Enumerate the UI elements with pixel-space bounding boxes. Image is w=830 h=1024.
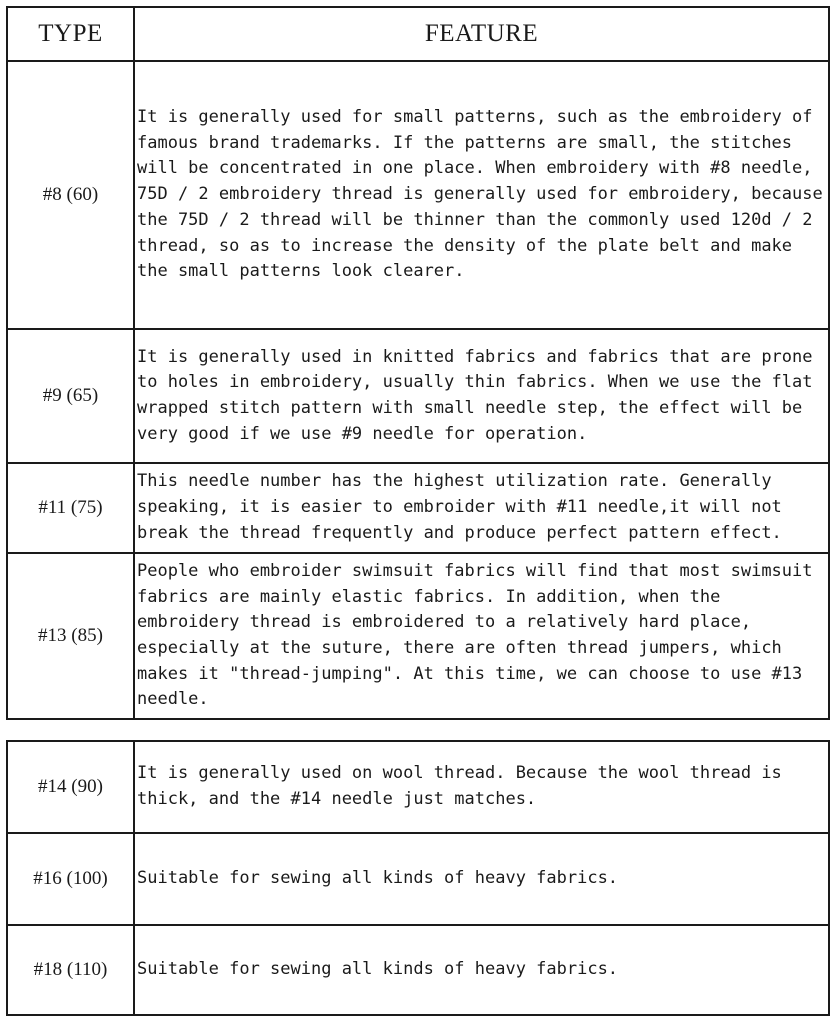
needle-type: #13 (85) <box>7 553 134 719</box>
needle-type: #16 (100) <box>7 833 134 925</box>
needle-type: #18 (110) <box>7 925 134 1015</box>
needle-feature: People who embroider swimsuit fabrics will find that most swimsuit fabrics are mainly elastic fabrics. In addition, when the embroidery thread is embroidered to a relatively hard place, especially at the suture, there are often thread jumpers, which makes it "thread-jumping". At this time, we can choose to use #13 needle. <box>134 553 829 719</box>
table-row <box>7 925 829 1015</box>
needle-type: #9 (65) <box>7 329 134 463</box>
needle-feature: Suitable for sewing all kinds of heavy fabrics. <box>134 833 829 925</box>
needle-type: #14 (90) <box>7 741 134 833</box>
table-row <box>7 61 829 329</box>
needle-feature: It is generally used on wool thread. Because the wool thread is thick, and the #14 needle just matches. <box>134 741 829 833</box>
table-row <box>7 329 829 463</box>
feature-header: FEATURE <box>134 7 829 61</box>
type-header: TYPE <box>7 7 134 61</box>
table-row <box>7 741 829 833</box>
needle-feature: It is generally used for small patterns, such as the embroidery of famous brand trademarks. If the patterns are small, the stitches will be concentrated in one place. When embroidery with #8 needle, 75D / 2 embroidery thread is generally used for embroidery, because the 75D / 2 thread will be thinner than the commonly used 120d / 2 thread, so as to increase the density of the plate belt and make the small patterns look clearer. <box>134 61 829 329</box>
needle-feature: It is generally used in knitted fabrics and fabrics that are prone to holes in embroidery, usually thin fabrics. When we use the flat wrapped stitch pattern with small needle step, the effect will be very good if we use #9 needle for operation. <box>134 329 829 463</box>
needle-table-bottom <box>6 740 830 1016</box>
table-row <box>7 833 829 925</box>
needle-type: #11 (75) <box>7 463 134 553</box>
table-row <box>7 553 829 719</box>
table-row <box>7 463 829 553</box>
needle-table-top <box>6 6 830 720</box>
header-row <box>7 7 829 61</box>
needle-feature: This needle number has the highest utilization rate. Generally speaking, it is easier to embroider with #11 needle,it will not break the thread frequently and produce perfect pattern effect. <box>134 463 829 553</box>
needle-feature: Suitable for sewing all kinds of heavy fabrics. <box>134 925 829 1015</box>
needle-type: #8 (60) <box>7 61 134 329</box>
